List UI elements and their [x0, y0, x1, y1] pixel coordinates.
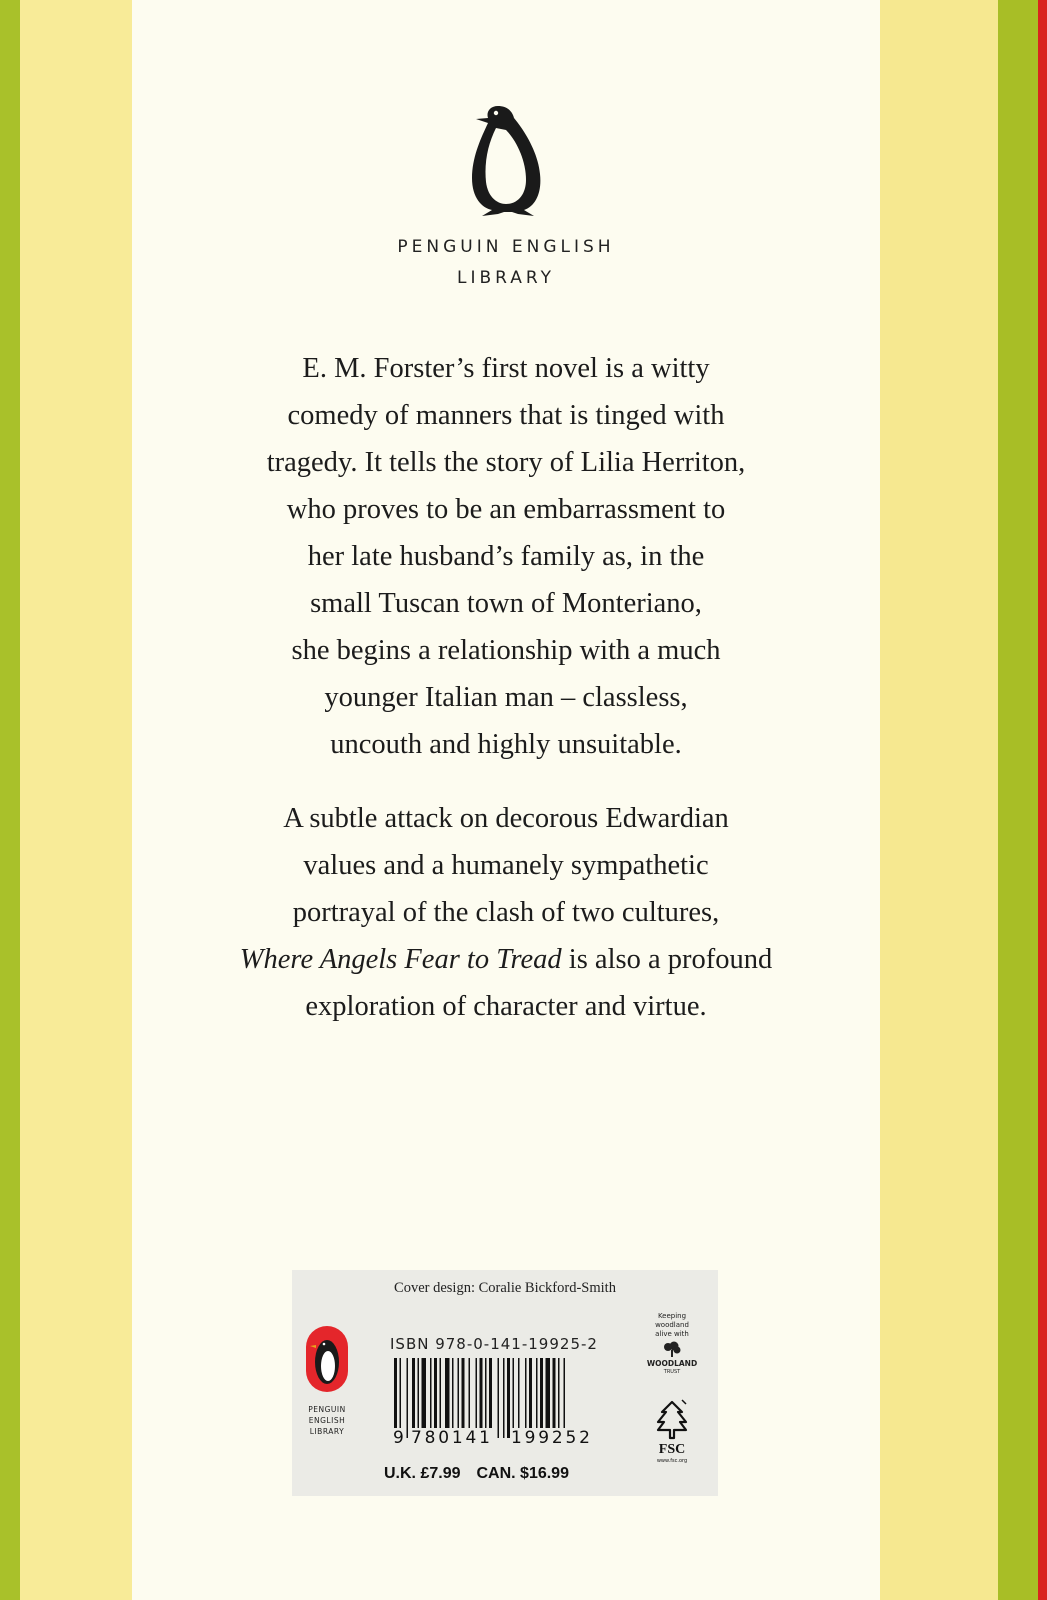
barcode-bar — [422, 1358, 427, 1438]
barcode-left-digits: 780141 — [411, 1428, 493, 1448]
title-suffix: is also a profound — [561, 944, 773, 975]
woodland-line: alive with — [655, 1330, 689, 1338]
blurb-line: values and a humanely sympathetic — [303, 850, 709, 881]
blurb-line: she begins a relationship with a much — [291, 635, 721, 666]
barcode-bar — [513, 1358, 515, 1438]
woodland-name: WOODLAND — [646, 1359, 698, 1368]
barcode-bar — [412, 1358, 415, 1438]
left-green-stripe — [0, 0, 20, 1600]
barcode-bar — [407, 1358, 409, 1438]
mini-imprint-line: LIBRARY — [309, 1427, 345, 1436]
barcode-bar — [558, 1358, 560, 1438]
barcode-bar — [507, 1358, 510, 1438]
blurb-line: uncouth and highly unsuitable. — [330, 729, 682, 760]
barcode-bar — [462, 1358, 465, 1438]
woodland-trust: TRUST — [663, 1369, 681, 1375]
barcode-first-digit: 9 — [393, 1428, 404, 1448]
barcode-right-digits: 199252 — [511, 1428, 593, 1448]
blurb-line: A subtle attack on decorous Edwardian — [283, 803, 729, 834]
mini-imprint-line: PENGUIN — [308, 1405, 346, 1414]
fsc-label: FSC — [658, 1442, 686, 1457]
blurb-line: younger Italian man – classless, — [324, 682, 688, 713]
penguin-logo-badge-icon — [306, 1326, 348, 1392]
barcode-bar — [485, 1358, 487, 1438]
mini-imprint — [296, 1404, 358, 1437]
price-can: CAN. $16.99 — [476, 1465, 569, 1482]
fsc-url: www.fsc.org — [656, 1458, 688, 1464]
barcode-bar — [476, 1358, 478, 1438]
price-uk: U.K. £7.99 — [384, 1465, 461, 1482]
imprint-line-2: LIBRARY — [456, 268, 555, 288]
barcode-bar — [540, 1358, 543, 1438]
blurb-line: small Tuscan town of Monteriano, — [310, 588, 702, 619]
book-title: Where Angels Fear to Tread — [239, 944, 562, 975]
cover-credit: Cover design: Coralie Bickford-Smith — [394, 1280, 616, 1296]
blurb-line: portrayal of the clash of two cultures, — [292, 897, 720, 928]
barcode-bar — [498, 1358, 500, 1438]
barcode-bar — [503, 1358, 505, 1438]
blurb-line: comedy of manners that is tinged with — [287, 400, 725, 431]
barcode-bar — [564, 1358, 566, 1438]
fsc-tree-icon — [652, 1398, 692, 1442]
barcode-bar — [529, 1358, 532, 1438]
barcode-bar — [518, 1358, 520, 1438]
woodland-trust-badge — [632, 1312, 712, 1377]
penguin-icon — [468, 100, 544, 220]
barcode-panel — [292, 1270, 718, 1496]
blurb-line: who proves to be an embarrassment to — [286, 494, 726, 525]
barcode-bar — [434, 1358, 437, 1438]
fsc-logo — [632, 1442, 712, 1464]
barcode-bar — [445, 1358, 450, 1438]
barcode-bar — [418, 1358, 420, 1438]
right-red-stripe — [1038, 0, 1047, 1600]
blurb-line: tragedy. It tells the story of Lilia Herriton, — [266, 447, 746, 478]
barcode-bar — [430, 1358, 432, 1438]
imprint-line-1: PENGUIN ENGLISH — [397, 237, 615, 257]
price — [384, 1465, 585, 1483]
left-yellow-stripe — [20, 0, 132, 1600]
barcode-bar — [440, 1358, 442, 1438]
right-yellow-stripe — [880, 0, 998, 1600]
isbn-text: ISBN 978-0-141-19925-2 — [390, 1335, 598, 1353]
blurb-line: exploration of character and virtue. — [305, 991, 707, 1022]
barcode — [390, 1358, 616, 1438]
imprint — [132, 232, 880, 294]
mini-imprint-line: ENGLISH — [308, 1416, 346, 1425]
barcode-bar — [525, 1358, 527, 1438]
woodland-line: woodland — [655, 1321, 689, 1329]
blurb-paragraph-1 — [160, 345, 852, 768]
blurb-line: E. M. Forster’s first novel is a witty — [302, 353, 710, 384]
blurb-title-line — [160, 936, 852, 983]
tree-icon — [662, 1341, 682, 1357]
barcode-bar — [553, 1358, 556, 1438]
woodland-line: Keeping — [657, 1312, 687, 1320]
blurb-line: her late husband’s family as, in the — [307, 541, 705, 572]
right-green-stripe — [998, 0, 1038, 1600]
barcode-bar — [394, 1358, 397, 1438]
barcode-bar — [458, 1358, 460, 1438]
barcode-bar — [400, 1358, 402, 1438]
blurb-paragraph-2 — [160, 795, 852, 1030]
barcode-bar — [489, 1358, 492, 1438]
barcode-bar — [452, 1358, 454, 1438]
barcode-bar — [536, 1358, 538, 1438]
barcode-bar — [480, 1358, 483, 1438]
barcode-bar — [546, 1358, 551, 1438]
barcode-bar — [469, 1358, 471, 1438]
